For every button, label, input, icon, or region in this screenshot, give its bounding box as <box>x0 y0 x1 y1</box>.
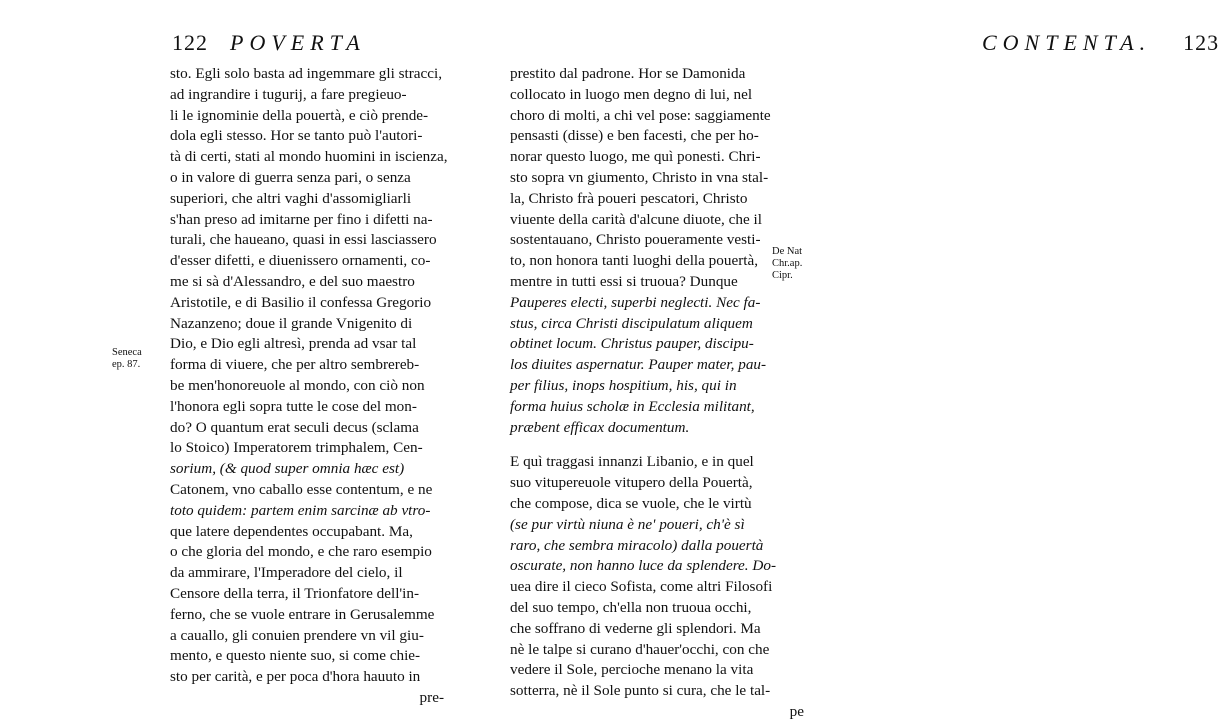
text-line: sto sopra vn giumento, Christo in vna stal- <box>510 168 769 186</box>
right-page-header <box>982 30 1219 56</box>
text-line: viuente della carità d'alcune diuote, che il <box>510 210 762 228</box>
right-page-number: 123 <box>1183 30 1219 55</box>
catchword: pe <box>789 702 804 720</box>
text-line: sorium, (& quod super omnia hæc est) <box>170 460 405 478</box>
text-line: o in valore di guerra senza pari, o senza <box>170 168 411 186</box>
text-line: Censore della terra, il Trionfatore dell'in- <box>170 584 420 602</box>
text-line: a cauallo, gli conuien prendere vn vil giu- <box>170 626 424 644</box>
text-line: del suo tempo, ch'ella non truoua occhi, <box>510 598 752 616</box>
text-line: stus, circa Christi discipulatum aliquem <box>510 314 753 332</box>
text-line: che compose, dica se vuole, che le virtù <box>510 494 752 512</box>
text-line: be men'honoreuole al mondo, con ciò non <box>170 376 425 394</box>
text-line: superiori, che altri vaghi d'assomigliarli <box>170 189 412 207</box>
text-line: E quì traggasi innanzi Libanio, e in quel <box>510 453 754 471</box>
text-line: que latere dependentes occupabant. Ma, <box>170 522 413 540</box>
left-page <box>0 0 450 706</box>
text-line: suo vitupereuole vitupero della Pouertà, <box>510 474 753 492</box>
text-line: pensasti (disse) e ben facesti, che per ho- <box>510 127 759 145</box>
margin-note-line: Seneca <box>112 347 142 358</box>
right-page <box>450 0 1219 720</box>
text-line: Pauperes electi, superbi neglecti. Nec fa- <box>510 293 761 311</box>
text-line: tà di certi, stati al mondo huomini in iscienza, <box>170 148 448 166</box>
catchword: pre- <box>419 688 444 706</box>
text-line: (se pur virtù niuna è ne' poueri, ch'è sì <box>510 515 745 533</box>
text-line: s'han preso ad imitarne per fino i difetti na- <box>170 210 433 228</box>
text-line: me si sà d'Alessandro, e del suo maestro <box>170 272 415 290</box>
text-line: vedere il Sole, percioche menano la vita <box>510 661 754 679</box>
text-line: norar questo luogo, me quì ponesti. Chri- <box>510 148 761 166</box>
text-line: ferno, che se vuole entrare in Gerusalemme <box>170 605 435 623</box>
text-line: dola egli stesso. Hor se tanto può l'autori- <box>170 127 423 145</box>
right-page-text <box>510 64 810 723</box>
margin-note-line: Cipr. <box>772 270 793 281</box>
text-line: Nazanzeno; doue il grande Vnigenito di <box>170 314 413 332</box>
text-line: raro, che sembra miracolo) dalla pouertà <box>510 536 764 554</box>
text-line: o che gloria del mondo, e che raro esempio <box>170 543 432 561</box>
text-line: da ammirare, l'Imperadore del cielo, il <box>170 564 403 582</box>
text-line: to, non honora tanti luoghi della pouertà, <box>510 252 759 270</box>
text-line: forma huius scholæ in Ecclesia militant, <box>510 397 755 415</box>
text-line: choro di molti, a chi vel pose: saggiamente <box>510 106 771 124</box>
text-line: sto. Egli solo basta ad ingemmare gli stracci, <box>170 65 443 82</box>
text-line: forma di viuere, che per altro sembrereb- <box>170 356 420 374</box>
margin-note-line: De Nat <box>772 246 803 257</box>
text-line: lo Stoico) Imperatorem trimphalem, Cen- <box>170 439 423 457</box>
text-line: sostentauano, Christo poueramente vesti- <box>510 231 761 249</box>
text-line: Dio, e Dio egli altresì, prenda ad vsar tal <box>170 335 417 353</box>
text-line: sotterra, nè il Sole punto si cura, che le tal- <box>510 682 771 700</box>
text-line: prestito dal padrone. Hor se Damonida <box>510 65 746 82</box>
text-line: per filius, inops hospitium, his, qui in <box>510 376 737 394</box>
text-line: uea dire il cieco Sofista, come altri Filosofi <box>510 578 773 596</box>
text-line: obtinet locum. Christus pauper, discipu- <box>510 335 754 353</box>
margin-note-line: ep. 87. <box>112 359 141 370</box>
left-page-header <box>172 30 366 56</box>
text-line: Aristotile, e di Basilio il confessa Gregorio <box>170 293 432 311</box>
text-line: oscurate, non hanno luce da splendere. Do- <box>510 557 777 575</box>
text-line: præbent efficax documentum. <box>510 418 690 436</box>
margin-note-line: Chr.ap. <box>772 258 803 269</box>
text-line: collocato in luogo men degno di lui, nel <box>510 85 753 103</box>
text-line: los diuites aspernatur. Pauper mater, pau- <box>510 356 767 374</box>
text-line: Catonem, vno caballo esse contentum, e ne <box>170 480 433 498</box>
text-line: toto quidem: partem enim sarcinæ ab vtro- <box>170 501 431 519</box>
text-line: li le ignominie della pouertà, e ciò prende- <box>170 106 429 124</box>
text-line: ad ingrandire i tugurij, a fare pregieuo- <box>170 85 407 103</box>
text-line: do? O quantum erat seculi decus (sclama <box>170 418 419 436</box>
text-line: che soffrano di vederne gli splendori. Ma <box>510 619 761 637</box>
text-line: nè le talpe si curano d'hauer'occhi, con che <box>510 640 770 658</box>
left-margin-note <box>112 347 142 371</box>
right-margin-note <box>772 246 802 282</box>
left-page-number: 122 <box>172 30 208 55</box>
text-line: la, Christo frà poueri pescatori, Christo <box>510 189 748 207</box>
text-line: mentre in tutti essi si truoua? Dunque <box>510 272 738 290</box>
text-line: turali, che haueano, quasi in essi lasciassero <box>170 231 437 249</box>
text-line: sto per carità, e per poca d'hora hauuto in <box>170 668 421 686</box>
left-page-text <box>170 64 450 709</box>
left-running-head: POVERTA <box>230 30 366 55</box>
text-line: l'honora egli sopra tutte le cose del mon- <box>170 397 417 415</box>
text-line: mento, e questo niente suo, si come chie- <box>170 647 421 665</box>
right-running-head: CONTENTA. <box>982 30 1152 55</box>
text-line: d'esser difetti, e diuenissero ornamenti, co- <box>170 252 431 270</box>
